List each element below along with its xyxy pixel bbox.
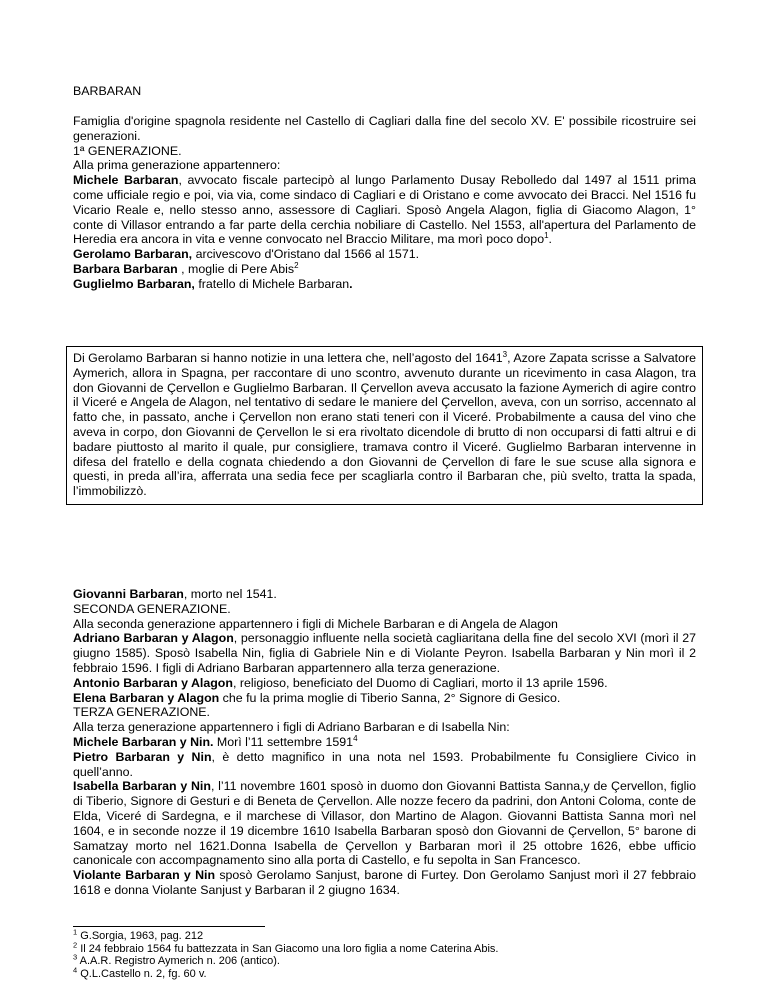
entry-guglielmo: Guglielmo Barbaran, fratello di Michele Barbaran. bbox=[73, 276, 353, 291]
entry-name: Elena Barbaran y Alagon bbox=[73, 690, 220, 705]
entry-michele-nin: Michele Barbaran y Nin. Morì l’11 settembre 1591$^4$ bbox=[73, 733, 358, 749]
generation-2-lead: Alla seconda generazione appartennero i figli di Michele Barbaran e di Angela de Alagon bbox=[73, 616, 558, 631]
generation-3-heading: TERZA GENERAZIONE. bbox=[73, 705, 211, 720]
anecdote-text: Di Gerolamo Barbaran si hanno notizie in una lettera che, nell’agosto del 1641$^3$, Azore Zapata scrisse a Salvatore Aymerich, allora in Spagna, per raccontare di uno scontro, avvenuto durante un ricevimento in casa Alagon, tra don Giovanni de Çervellon e Guglielmo Barbaran. Il Çervellon aveva accusato la fazione Aymerich di agire contro il Viceré e Angela de Alagon, nel tentativo di sedare le maniere del Çervellon, aveva, con un sorriso, accennato al fatto che, in passato, anche i Çervellon non erano stati teneri con il Viceré. Probabilmente a causa del vino che aveva in corpo, don Giovanni de Çervellon le si era rivoltato dicendole di brutto di non occuparsi di fatti altrui e di badare piuttosto al marito il quale, pur consigliere, tramava contro il Viceré. Guglielmo Barbaran intervenne in difesa del fratello e della cognata chiedendo a don Giovanni de Çervellon di fare le sue scuse alla signora e questi, in preda all’ira, afferrata una sedia fece per scagliarla contro il Barbaran che, più svelto, tratta la spada, l’immobilizzò. bbox=[73, 349, 697, 499]
footnotes bbox=[73, 927, 499, 980]
footnote-divider bbox=[73, 926, 265, 927]
document-title: BARBARAN bbox=[73, 84, 142, 98]
entry-gerolamo: Gerolamo Barbaran, arcivescovo d'Oristano dal 1566 al 1571. bbox=[73, 247, 420, 262]
generation-2-heading: SECONDA GENERAZIONE. bbox=[73, 601, 231, 616]
generation-1-heading: 1ª GENERAZIONE. bbox=[73, 143, 182, 158]
intro-paragraph: Famiglia d'origine spagnola residente nel Castello di Cagliari dalla fine del secolo XV. E' possibile ricostruire sei generazioni. bbox=[73, 114, 696, 143]
intro-section bbox=[73, 114, 696, 292]
entry-pietro: Pietro Barbaran y Nin, è detto magnifico in una nota nel 1593. Probabilmente fu Consigliere Civico in quell’anno. bbox=[73, 749, 696, 779]
entry-name: Michele Barbaran y Nin. bbox=[73, 734, 214, 749]
entry-name: Guglielmo Barbaran, bbox=[73, 276, 195, 291]
entry-violante: Violante Barbaran y Nin sposò Gerolamo Sanjust, barone di Furtey. Don Gerolamo Sanjust morì il 27 febbraio 1618 e donna Violante Sanjust y Barbaran il 2 giugno 1634. bbox=[73, 868, 696, 897]
footnote: $^4$ Q.L.Castello n. 2, fg. 60 v. bbox=[73, 965, 207, 980]
entry-barbara: Barbara Barbaran , moglie di Pere Abis$^2$ bbox=[73, 260, 299, 276]
entry-antonio: Antonio Barbaran y Alagon, religioso, beneficiato del Duomo di Cagliari, morto il 13 aprile 1596. bbox=[73, 675, 608, 690]
generation-3-lead: Alla terza generazione appartennero i figli di Adriano Barbaran e di Isabella Nin: bbox=[73, 720, 510, 735]
footnote-ref: 2 bbox=[294, 260, 299, 270]
anecdote-box bbox=[66, 346, 703, 505]
entry-giovanni: Giovanni Barbaran, morto nel 1541. bbox=[73, 587, 277, 601]
footnote: $^3$ A.A.R. Registro Aymerich n. 206 (antico). bbox=[73, 952, 280, 968]
entry-michele: Michele Barbaran, avvocato fiscale partecipò al lungo Parlamento Dusay Rebolledo dal 1497 al 1511 prima come ufficiale regio e poi, via via, come sindaco di Cagliari e di Oristano e come avvocato dei Bracci. Nel 1516 fu Vicario Reale e, nello stesso anno, assessore di Cagliari. Sposò Angela Alagon, figlia di Giacomo Alagon, 1° conte di Villasor entrando a far parte della cerchia nobiliare di Castello. Nel 1553, all'apertura del Parlamento de Heredia era ancora in vita e venne convocato nel Braccio Militare, ma morì poco dopo$^1$. bbox=[73, 173, 696, 247]
entry-name: Violante Barbaran y Nin bbox=[73, 868, 216, 883]
footnote-ref: 4 bbox=[353, 733, 358, 743]
entry-name: Gerolamo Barbaran, bbox=[73, 247, 193, 262]
entry-elena: Elena Barbaran y Alagon che fu la prima moglie di Tiberio Sanna, 2° Signore di Gesico. bbox=[73, 690, 561, 705]
entry-name: Antonio Barbaran y Alagon bbox=[73, 675, 233, 690]
footnote: $^1$ G.Sorgia, 1963, pag. 212 bbox=[73, 927, 204, 942]
entry-name: Pietro Barbaran y Nin bbox=[73, 749, 212, 764]
entry-name: Michele Barbaran bbox=[73, 173, 179, 188]
entry-isabella: Isabella Barbaran y Nin, l’11 novembre 1601 sposò in duomo don Giovanni Battista Sanna,y de Çervellon, figlio di Tiberio, Signore di Gesturi e di Beneta de Çervellon. Alle nozze fecero da padrini, don Antoni Coloma, conte de Elda, Viceré di Sardegna, e il marchese di Villasor, don Martino de Alagon. Giovanni Battista Sanna morì nel 1604, e in seconde nozze il 19 dicembre 1610 Isabella Barbaran sposò don Giovanni de Çervellon, 5° barone di Samatzay morto nel 1621.Donna Isabella de Çervellon y Barbaran morì il 25 ottobre 1626, ebbe ufficio canonicale con accompagnamento sino alla porta di Castello, e fu sepolta in San Francesco. bbox=[73, 779, 697, 868]
generations-section bbox=[73, 587, 696, 898]
entry-name: Barbara Barbaran bbox=[73, 261, 178, 276]
entry-name: Isabella Barbaran y Nin bbox=[73, 779, 211, 794]
entry-name: Adriano Barbaran y Alagon bbox=[73, 631, 234, 646]
footnote-ref: 3 bbox=[502, 349, 508, 359]
footnote-ref: 1 bbox=[544, 231, 549, 241]
generation-1-lead: Alla prima generazione appartennero: bbox=[73, 158, 281, 173]
footnote: $^2$ Il 24 febbraio 1564 fu battezzata in San Giacomo una loro figlia a nome Caterina Abis. bbox=[73, 939, 499, 955]
entry-name: Giovanni Barbaran bbox=[73, 587, 184, 601]
entry-adriano: Adriano Barbaran y Alagon, personaggio influente nella società cagliaritana della fine del secolo XVI (morì il 27 giugno 1585). Sposò Isabella Nin, figlia di Gabriele Nin e di Violante Peyron. Isabella Barbaran y Nin morì il 2 febbraio 1596. I figli di Adriano Barbaran appartennero alla terza generazione. bbox=[73, 631, 696, 675]
